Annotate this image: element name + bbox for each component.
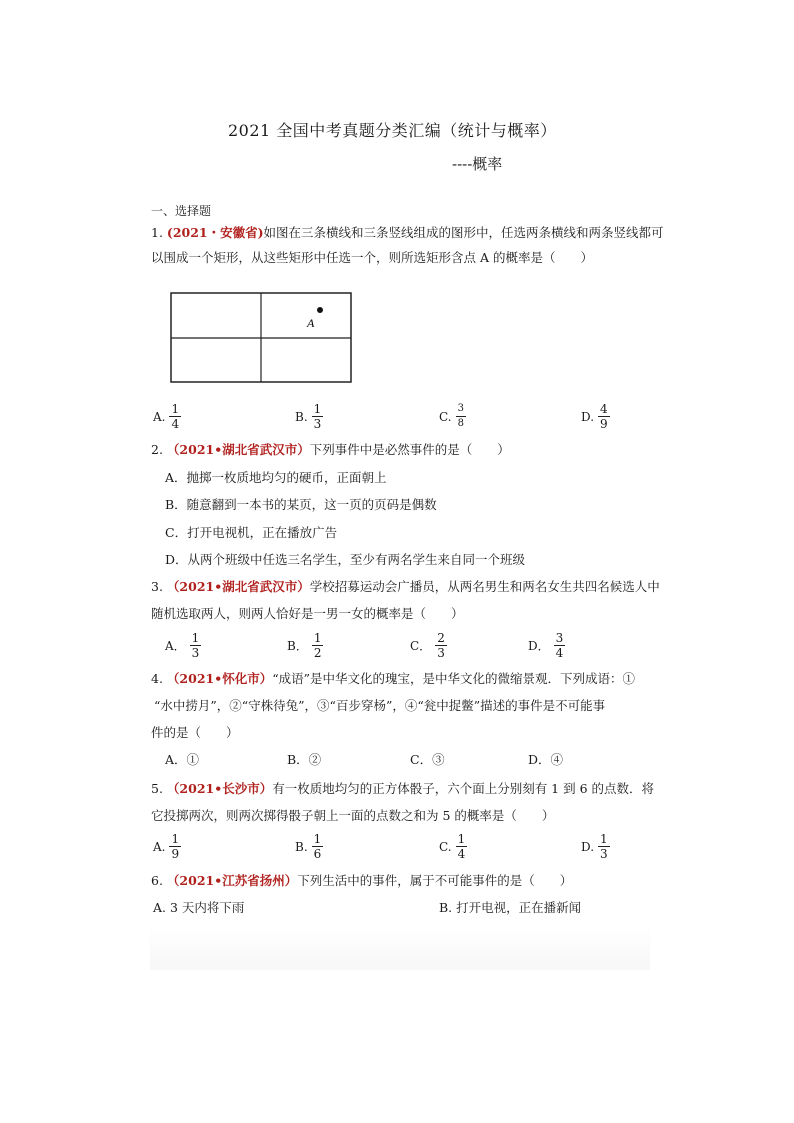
- q1-line2: 以围成一个矩形，从这些矩形中任选一个，则所选矩形含点 A 的概率是（ ）: [151, 250, 593, 265]
- q4-number: 4.: [151, 671, 163, 686]
- q3-option-b: B． $\frac{1}{2}$: [287, 631, 322, 660]
- q1-option-d-fraction: $\frac{4}{9}$: [600, 402, 608, 431]
- q3-line1: [151, 580, 660, 594]
- q5-text-1: 有一枚质地均匀的正方体骰子，六个面上分别刻有 1 到 6 的点数．将: [272, 781, 655, 796]
- q5-number: 5.: [151, 781, 163, 796]
- q1-option-b: B. $\frac{1}{3}$: [295, 402, 322, 431]
- q5-option-d-fraction: $\frac{1}{3}$: [600, 832, 608, 861]
- q1-option-c-fraction: $\frac{3}{8}$: [457, 403, 464, 429]
- q4-source: （2021•怀化市）: [166, 671, 273, 686]
- q6-number: 6.: [151, 873, 163, 888]
- q2-option-c: C．打开电视机，正在播放广告: [165, 525, 338, 540]
- q3-option-d: D． $\frac{3}{4}$: [528, 631, 564, 660]
- q3-text-1: 学校招募运动会广播员，从两名男生和两名女生共四名候选人中: [309, 579, 660, 594]
- q1-option-c: C. $\frac{3}{8}$: [439, 403, 464, 429]
- q3-option-d-fraction: $\frac{3}{4}$: [555, 631, 564, 660]
- q2-option-a: A．抛掷一枚质地均匀的硬币，正面朝上: [165, 470, 387, 485]
- scan-fade-area: [150, 925, 650, 970]
- q1-source: (2021・安徽省): [166, 225, 264, 240]
- q2-stem: [151, 443, 510, 457]
- doc-subtitle: ----概率: [452, 155, 503, 173]
- q5-option-c: C. $\frac{1}{4}$: [439, 832, 466, 861]
- q4-option-a: A．①: [165, 752, 200, 767]
- q3-option-a: A． $\frac{1}{3}$: [165, 631, 200, 660]
- q4-option-d: D．④: [528, 752, 564, 767]
- q2-option-d: D．从两个班级中任选三名学生，至少有两名学生来自同一个班级: [165, 552, 526, 567]
- q6-option-a: A. 3 天内将下雨: [153, 900, 245, 915]
- q3-source: （2021•湖北省武汉市）: [166, 579, 310, 594]
- q2-source: （2021•湖北省武汉市）: [166, 442, 310, 457]
- q6-text: 下列生活中的事件，属于不可能事件的是（ ）: [297, 873, 573, 888]
- q2-number: 2.: [151, 442, 163, 457]
- q1-line1: [151, 226, 664, 240]
- q3-line2: 随机选取两人，则两人恰好是一男一女的概率是（ ）: [151, 606, 464, 621]
- q1-text-1: 如图在三条横线和三条竖线组成的图形中，任选两条横线和两条竖线都可: [263, 225, 664, 240]
- q4-text-1: “成语”是中华文化的瑰宝，是中华文化的微缩景观．下列成语：①: [272, 671, 635, 686]
- point-a-label: A: [307, 316, 315, 330]
- q5-line1: [151, 782, 654, 796]
- q1-option-a: A. $\frac{1}{4}$: [153, 402, 180, 431]
- q4-line2: “水中捞月”，②“守株待兔”，③“百步穿杨”，④“瓮中捉鳖”描述的事件是不可能事: [154, 698, 606, 713]
- q1-option-a-fraction: $\frac{1}{4}$: [171, 402, 180, 431]
- q5-line2: 它投掷两次，则两次掷得骰子朝上一面的点数之和为 5 的概率是（ ）: [151, 808, 555, 823]
- point-a-dot: [317, 307, 323, 313]
- q1-grid-figure: [170, 292, 354, 384]
- q3-number: 3.: [151, 579, 163, 594]
- q3-option-c-fraction: $\frac{2}{3}$: [437, 631, 445, 660]
- q5-option-a: A. $\frac{1}{9}$: [153, 832, 180, 861]
- q6-option-b: B. 打开电视，正在播新闻: [439, 900, 582, 915]
- q3-option-a-fraction: $\frac{1}{3}$: [191, 631, 200, 660]
- q5-option-b: B. $\frac{1}{6}$: [295, 832, 322, 861]
- q6-stem: [151, 874, 572, 888]
- q1-option-d: D. $\frac{4}{9}$: [581, 402, 608, 431]
- q6-source: （2021•江苏省扬州）: [166, 873, 298, 888]
- q5-option-a-fraction: $\frac{1}{9}$: [171, 832, 180, 861]
- q4-line1: [151, 672, 635, 686]
- q5-source: （2021•长沙市）: [166, 781, 273, 796]
- q4-option-b: B．②: [287, 752, 322, 767]
- q3-option-c: C． $\frac{2}{3}$: [410, 631, 445, 660]
- q1-option-b-fraction: $\frac{1}{3}$: [313, 402, 322, 431]
- q1-number: 1.: [151, 225, 163, 240]
- doc-title: 2021 全国中考真题分类汇编（统计与概率）: [228, 121, 557, 140]
- q5-option-b-fraction: $\frac{1}{6}$: [313, 832, 322, 861]
- q2-option-b: B．随意翻到一本书的某页，这一页的页码是偶数: [165, 497, 437, 512]
- q5-option-d: D. $\frac{1}{3}$: [581, 832, 608, 861]
- section-heading: 一、选择题: [151, 204, 212, 218]
- q2-text: 下列事件中是必然事件的是（ ）: [309, 442, 510, 457]
- q4-line3: 件的是（ ）: [151, 725, 239, 740]
- q5-option-c-fraction: $\frac{1}{4}$: [457, 832, 466, 861]
- q3-option-b-fraction: $\frac{1}{2}$: [313, 631, 322, 660]
- q4-option-c: C．③: [410, 752, 445, 767]
